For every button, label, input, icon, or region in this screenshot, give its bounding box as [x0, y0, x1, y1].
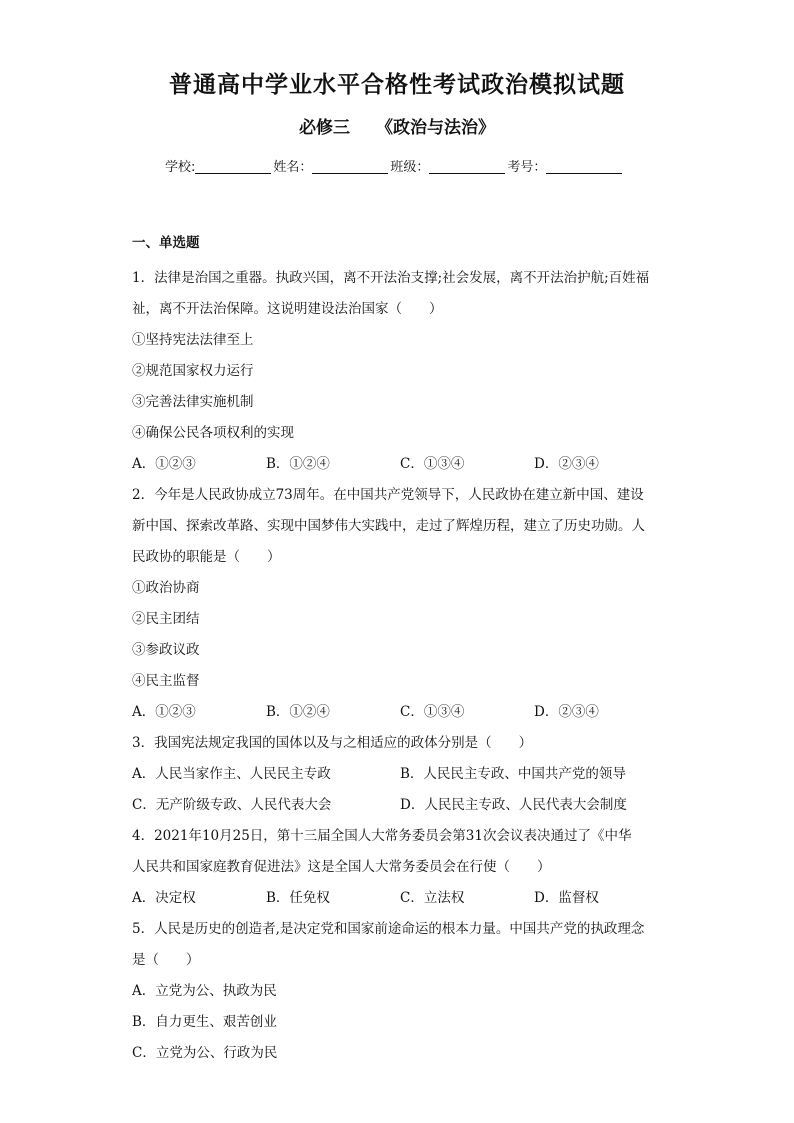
- question-2-text: 2．今年是人民政协成立73周年。在中国共产党领导下，人民政协在建立新中国、建设: [132, 487, 644, 503]
- question-4-options: [132, 883, 668, 914]
- option-b[interactable]: B．自力更生、艰苦创业: [132, 1014, 277, 1030]
- option-c[interactable]: C．无产阶级专政、人民代表大会: [132, 797, 332, 813]
- question-3-options-row1: [132, 759, 668, 790]
- student-info-line: [165, 156, 624, 175]
- option-a[interactable]: A．立党为公、执政为民: [132, 983, 277, 999]
- question-2-text: 新中国、探索改革路、实现中国梦伟大实践中，走过了辉煌历程，建立了历史功勋。人: [132, 518, 645, 534]
- questions-area: [132, 232, 668, 1069]
- name-label: 姓名：: [273, 160, 313, 175]
- question-1-text: 1．法律是治国之重器。执政兴国，离不开法治支撑;社会发展，离不开法治护航;百姓福: [132, 270, 650, 286]
- class-field[interactable]: [429, 159, 505, 174]
- option-b[interactable]: B．人民民主专政、中国共产党的领导: [400, 766, 626, 782]
- question-2-item: ②民主团结: [132, 611, 200, 627]
- question-2-options: [132, 697, 668, 728]
- question-1-item: ②规范国家权力运行: [132, 363, 254, 379]
- number-field[interactable]: [546, 159, 622, 174]
- option-d[interactable]: D．监督权: [534, 890, 599, 906]
- question-2-item: ③参政议政: [132, 642, 200, 658]
- option-a[interactable]: A．①②③: [132, 456, 196, 472]
- option-d[interactable]: D．②③④: [534, 456, 599, 472]
- question-5-text: 是（ ）: [132, 952, 200, 968]
- option-b[interactable]: B．①②④: [266, 704, 330, 720]
- option-c[interactable]: C．①③④: [400, 704, 465, 720]
- question-1-item: ①坚持宪法法律至上: [132, 332, 254, 348]
- option-a[interactable]: A．决定权: [132, 890, 196, 906]
- question-1-options: [132, 449, 668, 480]
- subtitle-book: 《政治与法治》: [376, 118, 495, 138]
- option-d[interactable]: D．人民民主专政、人民代表大会制度: [400, 797, 627, 813]
- class-label: 班级：: [390, 160, 430, 175]
- question-1-text: 祉，离不开法治保障。这说明建设法治国家（ ）: [132, 301, 443, 317]
- option-c[interactable]: C．立法权: [400, 890, 465, 906]
- option-c[interactable]: C．立党为公、行政为民: [132, 1045, 278, 1061]
- number-label: 考号：: [507, 160, 547, 175]
- school-label: 学校:: [165, 160, 196, 175]
- question-2-text: 民政协的职能是（ ）: [132, 549, 281, 565]
- question-3-options-row2: [132, 790, 668, 821]
- question-5-text: 5．人民是历史的创造者,是决定党和国家前途命运的根本力量。中国共产党的执政理念: [132, 921, 645, 937]
- option-d[interactable]: D．②③④: [534, 704, 599, 720]
- exam-subtitle: [0, 113, 794, 138]
- option-c[interactable]: C．①③④: [400, 456, 465, 472]
- question-2-item: ①政治协商: [132, 580, 200, 596]
- option-b[interactable]: B．任免权: [266, 890, 330, 906]
- question-1-item: ④确保公民各项权利的实现: [132, 425, 294, 441]
- school-field[interactable]: [195, 159, 271, 174]
- name-field[interactable]: [312, 159, 388, 174]
- question-2-item: ④民主监督: [132, 673, 200, 689]
- exam-title: 普通高中学业水平合格性考试政治模拟试题: [169, 71, 625, 98]
- option-a[interactable]: A．人民当家作主、人民民主专政: [132, 766, 331, 782]
- option-b[interactable]: B．①②④: [266, 456, 330, 472]
- section-heading: 一、单选题: [132, 235, 200, 251]
- question-3-text: 3．我国宪法规定我国的国体以及与之相适应的政体分别是（ ）: [132, 735, 533, 751]
- question-4-text: 4．2021年10月25日，第十三届全国人大常务委员会第31次会议表决通过了《中华: [132, 828, 632, 844]
- question-4-text: 人民共和国家庭教育促进法》这是全国人大常务委员会在行使（ ）: [132, 859, 551, 875]
- subtitle-course: 必修三: [299, 118, 350, 138]
- question-1-item: ③完善法律实施机制: [132, 394, 254, 410]
- option-a[interactable]: A．①②③: [132, 704, 196, 720]
